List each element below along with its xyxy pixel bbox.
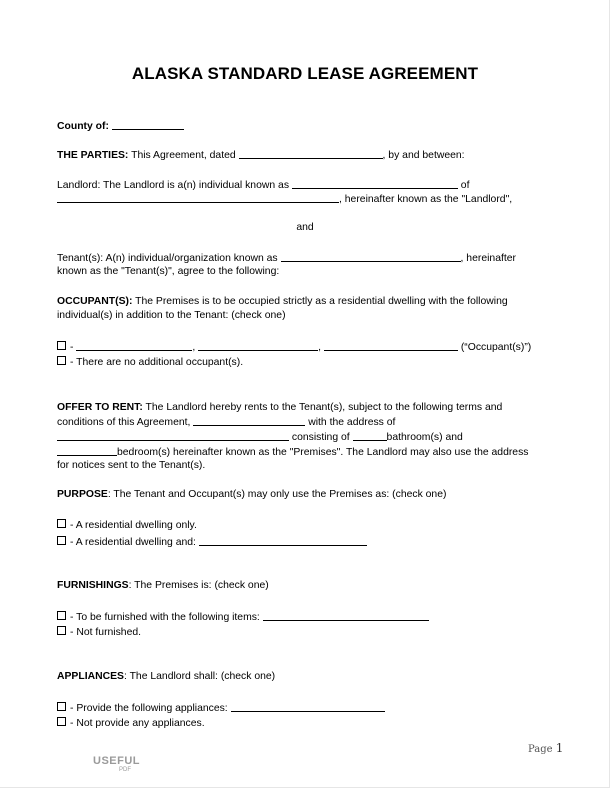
landlord-of-text: of	[460, 180, 470, 191]
landlord-line-1	[57, 178, 469, 192]
furnishings-option1-text: - To be furnished with the following items:	[70, 612, 260, 623]
bedrooms-blank[interactable]	[57, 445, 117, 456]
furnishings-items-blank[interactable]	[263, 610, 429, 621]
page-footer	[528, 741, 563, 755]
occupants-option2-text: - There are no additional occupant(s).	[70, 357, 244, 368]
offer-blank-1[interactable]	[193, 415, 305, 426]
furnishings-option2-text: - Not furnished.	[70, 627, 142, 638]
tenant-name-blank[interactable]	[281, 251, 461, 262]
landlord-line-2	[57, 192, 512, 206]
offer-line-2	[57, 415, 395, 429]
purpose-label: PURPOSE	[57, 489, 108, 500]
occupant-name-blank-1[interactable]	[76, 340, 192, 351]
occupants-line-2: individual(s) in addition to the Tenant: (check one)	[57, 310, 286, 321]
furnishings-option-2	[57, 626, 141, 639]
county-blank[interactable]	[112, 119, 184, 130]
county-label: County of:	[57, 121, 109, 132]
offer-line-3	[57, 430, 463, 444]
and-text: and	[296, 222, 314, 233]
landlord-name-blank[interactable]	[292, 178, 458, 189]
occupants-text: The Premises is to be occupied strictly as a residential dwelling with the following	[135, 296, 508, 307]
furnishings-checkbox-1[interactable]	[57, 611, 66, 620]
offer-text-d: consisting of	[291, 432, 350, 443]
document-title: ALASKA STANDARD LEASE AGREEMENT	[131, 64, 479, 83]
purpose-checkbox-2[interactable]	[57, 536, 66, 545]
furnishings-checkbox-2[interactable]	[57, 626, 66, 635]
offer-text-a: The Landlord hereby rents to the Tenant(s), subject to the following terms and	[145, 402, 503, 413]
purpose-line	[57, 488, 446, 501]
tenant-text: Tenant(s): A(n) individual/organization known as	[57, 253, 278, 264]
premises-address-blank[interactable]	[57, 430, 289, 441]
occupants-comma-2: ,	[318, 342, 322, 353]
offer-text-f: bedroom(s) hereinafter known as the "Premises". The Landlord may also use the address	[117, 447, 529, 458]
offer-text-b: conditions of this Agreement,	[57, 417, 191, 428]
offer-text-c: with the address of	[308, 417, 396, 428]
occupant-name-blank-3[interactable]	[324, 340, 458, 351]
appliances-option-1	[57, 701, 385, 715]
tenant-line-1	[57, 251, 516, 265]
occupants-option-names	[57, 340, 531, 354]
offer-text-e: bathroom(s) and	[386, 432, 463, 443]
bathrooms-blank[interactable]	[353, 430, 387, 441]
purpose-other-blank[interactable]	[199, 535, 367, 546]
appliances-option-2	[57, 717, 205, 730]
appliances-option1-text: - Provide the following appliances:	[70, 703, 228, 714]
purpose-option-1	[57, 519, 197, 532]
offer-line-1	[57, 401, 502, 414]
occupants-label: OCCUPANT(S):	[57, 296, 133, 307]
occupant-name-blank-2[interactable]	[198, 340, 318, 351]
landlord-text: Landlord: The Landlord is a(n) individual known as	[57, 180, 290, 191]
occupants-checkbox-names[interactable]	[57, 341, 66, 350]
logo-sub: PDF	[119, 767, 131, 773]
purpose-option1-text: - A residential dwelling only.	[70, 520, 197, 531]
agreement-date-blank[interactable]	[239, 148, 383, 159]
landlord-address-blank[interactable]	[57, 192, 339, 203]
occupants-option-none	[57, 356, 243, 369]
logo-wordmark: USEFUL	[93, 755, 140, 767]
furnishings-label: FURNISHINGS	[57, 580, 129, 591]
furnishings-option-1	[57, 610, 429, 624]
tenant-hereinafter-text: , hereinafter	[460, 253, 516, 264]
offer-line-4	[57, 445, 528, 459]
landlord-hereinafter-text: , hereinafter known as the "Landlord",	[339, 194, 513, 205]
occupants-comma-1: ,	[192, 342, 196, 353]
furnishings-line	[57, 579, 269, 592]
occupants-line-1	[57, 295, 508, 308]
purpose-option2-text: - A residential dwelling and:	[70, 537, 196, 548]
county-line	[57, 119, 184, 133]
page-label: Page	[528, 744, 553, 755]
occupants-option1-suffix: (“Occupant(s)”)	[460, 342, 532, 353]
tenant-line-2: known as the "Tenant(s)", agree to the following:	[57, 266, 280, 277]
page-number: 1	[555, 741, 564, 755]
occupants-option1-prefix: -	[70, 342, 77, 353]
appliances-list-blank[interactable]	[231, 701, 385, 712]
occupants-checkbox-none[interactable]	[57, 356, 66, 365]
offer-label: OFFER TO RENT:	[57, 402, 143, 413]
purpose-text: : The Tenant and Occupant(s) may only use the Premises as: (check one)	[107, 489, 447, 500]
appliances-checkbox-1[interactable]	[57, 702, 66, 711]
parties-text-end: , by and between:	[382, 150, 465, 161]
parties-text: This Agreement, dated	[131, 150, 236, 161]
parties-line	[57, 148, 465, 162]
appliances-text: : The Landlord shall: (check one)	[123, 671, 276, 682]
purpose-option-2	[57, 535, 367, 549]
appliances-option2-text: - Not provide any appliances.	[70, 718, 205, 729]
offer-line-5: for notices sent to the Tenant(s).	[57, 460, 206, 471]
parties-label: THE PARTIES:	[57, 150, 129, 161]
appliances-label: APPLIANCES	[57, 671, 124, 682]
purpose-checkbox-1[interactable]	[57, 519, 66, 528]
appliances-line	[57, 670, 275, 683]
appliances-checkbox-2[interactable]	[57, 717, 66, 726]
usefulpdf-logo	[93, 756, 141, 778]
furnishings-text: : The Premises is: (check one)	[128, 580, 269, 591]
